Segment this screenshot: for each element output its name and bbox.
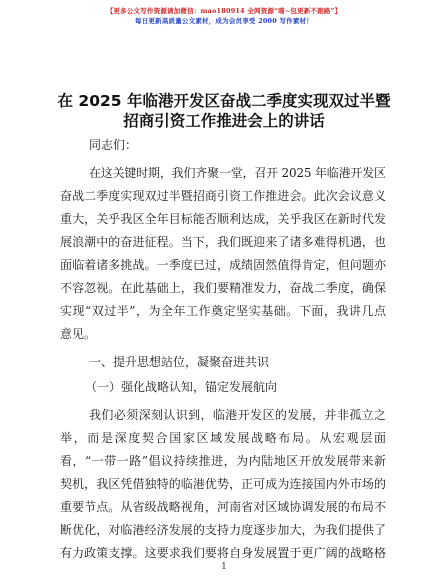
header-banner [0,6,448,26]
intro-line-7: 实现“双过半”，为全年工作奠定坚实基础。下面，我讲几点 [60,304,387,318]
document-title-line-1: 在 2025 年临港开发区奋战二季度实现双过半暨 [57,92,391,110]
section-heading-1: 一、提升思想站位，凝聚奋进共识 [89,355,270,369]
body-line-7: 有力政策支撑。这要求我们要将自身发展置于更广阔的战略格 [60,546,387,560]
body-line-6: 断优化，对临港经济发展的支持力度逐步加大，为我们提供了 [60,523,387,537]
document-title-line-2: 招商引资工作推进会上的讲话 [123,112,325,130]
intro-line-4: 展浪潮中的奋进征程。当下，我们既迎来了诸多难得机遇，也 [60,235,387,249]
body-line-4: 契机，我区凭借独特的临港优势，正可成为连接国内外市场的 [60,477,387,491]
intro-line-1: 在这关键时期，我们齐聚一堂，召开 2025 年临港开发区 [89,166,386,180]
intro-line-8: 意见。 [60,327,97,341]
intro-line-5: 面临着诸多挑战。一季度已过，成绩固然值得肯定，但问题亦 [60,258,387,272]
intro-line-2: 奋战二季度实现双过半暨招商引资工作推进会。此次会议意义 [60,189,387,203]
intro-line-3: 重大，关乎我区全年目标能否顺利达成，关乎我区在新时代发 [60,212,387,226]
body-line-1: 我们必须深刻认识到，临港开发区的发展，并非孤立之 [89,408,387,422]
body-line-5: 重要节点。从省级战略视角，河南省对区域协调发展的布局不 [60,500,387,514]
body-line-3: 看，“一带一路”倡议持续推进，为内陆地区开放发展带来新 [60,454,387,468]
greeting: 同志们： [89,138,138,152]
subsection-heading-1: （一）强化战略认知，锚定发展航向 [85,380,278,394]
banner-line-wechat: 【更多公文写作资源请加微信：mao180914 全网资源“喵~包更新不跑路”】 [106,7,342,15]
banner-line-membership: 每日更新高质量公文素材，成为会员享受 2000 写作素材！ [135,17,313,25]
intro-line-6: 不容忽视。在此基础上，我们要精准发力，奋战二季度，确保 [60,281,387,295]
page-number: 1 [221,562,227,572]
body-line-2: 举，而是深度契合国家区域发展战略布局。从宏观层面 [60,431,388,445]
